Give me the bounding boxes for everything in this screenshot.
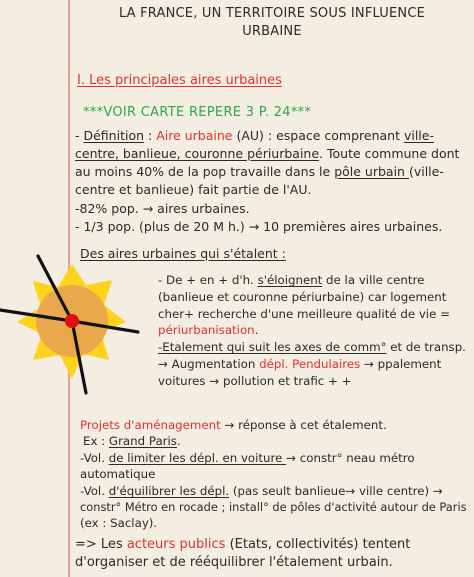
section1-heading: I. Les principales aires urbaines [77, 73, 282, 88]
axes-line2: → Augmentation dépl. Pendulaires → ppalement [158, 357, 442, 371]
axes-line3: voitures → pollution et trafic + + [158, 374, 352, 388]
page-title-line2: URBAINE [242, 24, 302, 39]
etalement-line2: (banlieue et couronne périurbaine) car logement [158, 290, 447, 304]
axes-line1: -Etalement qui suit les axes de comm° et de transp. [158, 340, 466, 354]
example-grand-paris: Ex : Grand Paris. [83, 434, 181, 448]
vol1-line1: -Vol. de limiter les dépl. en voiture → constr° neau métro [80, 451, 415, 465]
section2-heading: Des aires urbaines qui s'étalent : [80, 246, 286, 261]
definition-line4: centre et banlieue) fait partie de l'AU. [75, 182, 312, 197]
projets-line: Projets d'aménagement → réponse à cet étalement. [80, 418, 387, 432]
sun-diagram-icon [0, 250, 140, 400]
vol2-line3: (ex : Saclay). [80, 516, 158, 530]
vol2-line1: -Vol. d'équilibrer les dépl. (pas seult banlieue→ ville centre) → [80, 484, 443, 498]
page-title-line1: LA FRANCE, UN TERRITOIRE SOUS INFLUENCE [118, 6, 426, 21]
etalement-line4: périurbanisation. [158, 323, 259, 337]
etalement-line3: cher+ recherche d'une meilleure qualité de vie = [158, 307, 450, 321]
conclusion-line1: => Les acteurs publics (Etats, collectivités) tentent [75, 537, 411, 552]
carte-reference: ***VOIR CARTE REPERE 3 P. 24*** [83, 105, 312, 120]
vol1-line2: automatique [80, 467, 156, 481]
city-center-dot [65, 314, 79, 328]
vol2-line2: constr° Métro en rocade ; install° de pôles d'activité autour de Paris [80, 500, 467, 514]
conclusion-line2: d'organiser et de rééquilibrer l'étalement urbain. [75, 555, 393, 570]
definition-line3: au moins 40% de la pop travaille dans le pôle urbain (ville- [75, 164, 444, 179]
definition-line1: - Définition : Aire urbaine (AU) : espace comprenant ville- [75, 128, 434, 143]
stat-82-percent: -82% pop. → aires urbaines. [75, 201, 250, 216]
definition-line2: centre, banlieue, couronne périurbaine. Toute commune dont [75, 146, 460, 161]
stat-one-third: - 1/3 pop. (plus de 20 M h.) → 10 premières aires urbaines. [75, 219, 443, 234]
etalement-line1: - De + en + d'h. s'éloignent de la ville centre [158, 273, 425, 287]
